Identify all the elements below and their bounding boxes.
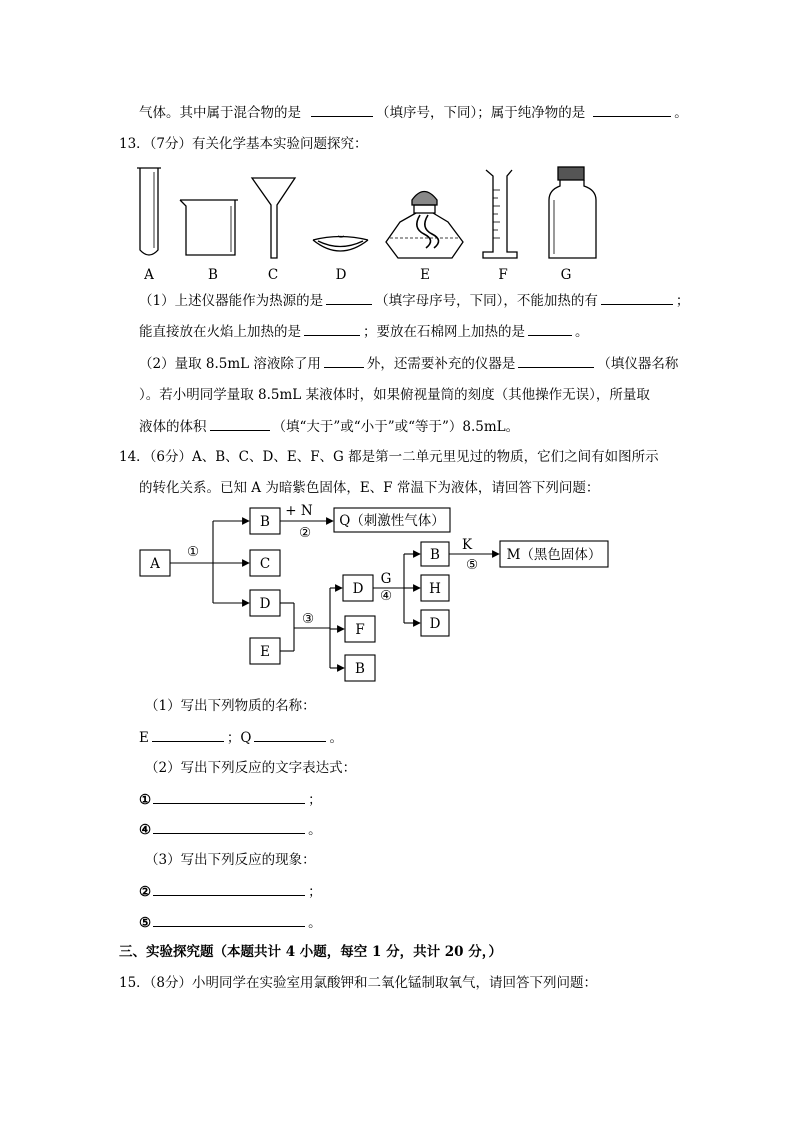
- q13-p1-text-b: （填字母序号，下同），不能加热的有: [375, 293, 598, 309]
- q14-s3-r5-marker: ⑤: [139, 915, 152, 931]
- apparatus-label-b: B: [208, 267, 218, 283]
- q13-p1-text-c: ；: [675, 293, 690, 309]
- q12-suffix: 。: [674, 105, 688, 121]
- q14-line1: 14．（6分）A、B、C、D、E、F、G 都是第一二单元里见过的物质，它们之间有如图所示: [119, 449, 659, 465]
- q14-s2-r4-end: 。: [308, 822, 322, 838]
- apparatus-label-c: C: [267, 267, 279, 283]
- node-f-label: F: [355, 622, 365, 638]
- reagent-g-label: G: [380, 571, 392, 587]
- q12-prefix: 气体。其中属于混合物的是: [139, 105, 301, 121]
- reaction-1-label: ①: [186, 544, 200, 560]
- q14-line2: 的转化关系。已知 A 为暗紫色固体，E、F 常温下为液体，请回答下列问题：: [139, 480, 600, 496]
- q13-p1-text-d: 能直接放在火焰上加热的是: [139, 324, 301, 340]
- reaction-3-label: ③: [301, 611, 315, 627]
- q14-s1-end: 。: [329, 730, 343, 746]
- reagent-n-label: + N: [285, 503, 313, 519]
- q14-s3-r5-end: 。: [308, 915, 322, 931]
- q15-title: 15．（8分）小明同学在实验室用氯酸钾和二氧化锰制取氧气，请回答下列问题：: [119, 975, 598, 991]
- q13-p2-text-c: （填仪器名称: [597, 356, 679, 372]
- q14-blank-e-name[interactable]: [152, 727, 224, 742]
- q14-s2-r1-marker: ①: [139, 792, 152, 808]
- node-h-label: H: [429, 581, 441, 597]
- q13-p2-text-e: 液体的体积: [139, 419, 207, 435]
- node-c-label: C: [259, 556, 271, 572]
- q13-p1-text-e: ；要放在石棉网上加热的是: [363, 324, 525, 340]
- apparatus-label-a: A: [144, 267, 154, 283]
- reaction-2-label: ②: [298, 525, 312, 541]
- node-a-label: A: [150, 556, 160, 572]
- node-b3-label: B: [430, 547, 440, 563]
- q13-p2-text-a: （2）量取 8.5mL 溶液除了用: [139, 356, 321, 372]
- node-m-label: M（黑色固体）: [506, 547, 602, 563]
- q14-s2-r4: [139, 819, 322, 840]
- q13-title: 13．（7分）有关化学基本实验问题探究：: [119, 136, 368, 152]
- node-b2-label: B: [355, 661, 365, 677]
- apparatus-label-g: G: [560, 267, 572, 283]
- q14-blank-r2-phenomenon[interactable]: [153, 881, 305, 896]
- node-b1-label: B: [260, 514, 270, 530]
- q13-p1-text-f: 。: [575, 324, 589, 340]
- apparatus-label-e: E: [420, 267, 430, 283]
- node-q-label: Q（刺激性气体）: [339, 513, 445, 529]
- q14-blank-r1-equation[interactable]: [153, 789, 305, 804]
- q14-s3-r2-end: ；: [308, 884, 322, 900]
- q13-p1-text-a: （1）上述仪器能作为热源的是: [139, 293, 324, 309]
- q14-blank-r4-equation[interactable]: [153, 819, 305, 834]
- node-d3-label: D: [429, 616, 441, 632]
- q14-s2-r1-end: ；: [308, 792, 322, 808]
- q14-s2-r4-marker: ④: [139, 822, 152, 838]
- reaction-4-label: ④: [379, 588, 393, 604]
- q14-s3-title: （3）写出下列反应的现象：: [145, 852, 316, 868]
- q14-blank-q-name[interactable]: [254, 727, 326, 742]
- node-d1-label: D: [259, 596, 271, 612]
- q14-blank-r5-phenomenon[interactable]: [153, 912, 305, 927]
- q14-s1-title: （1）写出下列物质的名称：: [145, 698, 316, 714]
- q13-p2-line2: ）。若小明同学量取 8.5mL 某液体时，如果俯视量筒的刻度（其他操作无误），所量取: [139, 387, 650, 403]
- node-e-label: E: [260, 644, 270, 660]
- q14-s3-r2: [139, 881, 322, 902]
- apparatus-label-f: F: [498, 267, 508, 283]
- q13-p2-text-f: （填“大于”或“小于”或“等于”）8.5mL。: [272, 419, 520, 435]
- q14-s1-e-label: E: [139, 730, 149, 746]
- q14-s3-r2-marker: ②: [139, 884, 152, 900]
- q14-s2-title: （2）写出下列反应的文字表达式：: [145, 760, 357, 776]
- q12-mid: （填序号，下同）；属于纯净物的是: [376, 105, 586, 121]
- q14-s2-r1: [139, 789, 322, 810]
- apparatus-label-d: D: [335, 267, 347, 283]
- reaction-5-label: ⑤: [465, 557, 479, 573]
- q14-s3-r5: [139, 912, 322, 933]
- reagent-k-label: K: [461, 537, 473, 553]
- section-3-heading: 三、实验探究题（本题共计 4 小题，每空 1 分，共计 20 分，）: [119, 944, 503, 960]
- q14-s1-q-label: ；Q: [226, 730, 252, 746]
- q13-p2-text-b: 外，还需要补充的仪器是: [366, 356, 516, 372]
- node-d2-label: D: [352, 581, 364, 597]
- q14-s1-answers: [139, 727, 343, 748]
